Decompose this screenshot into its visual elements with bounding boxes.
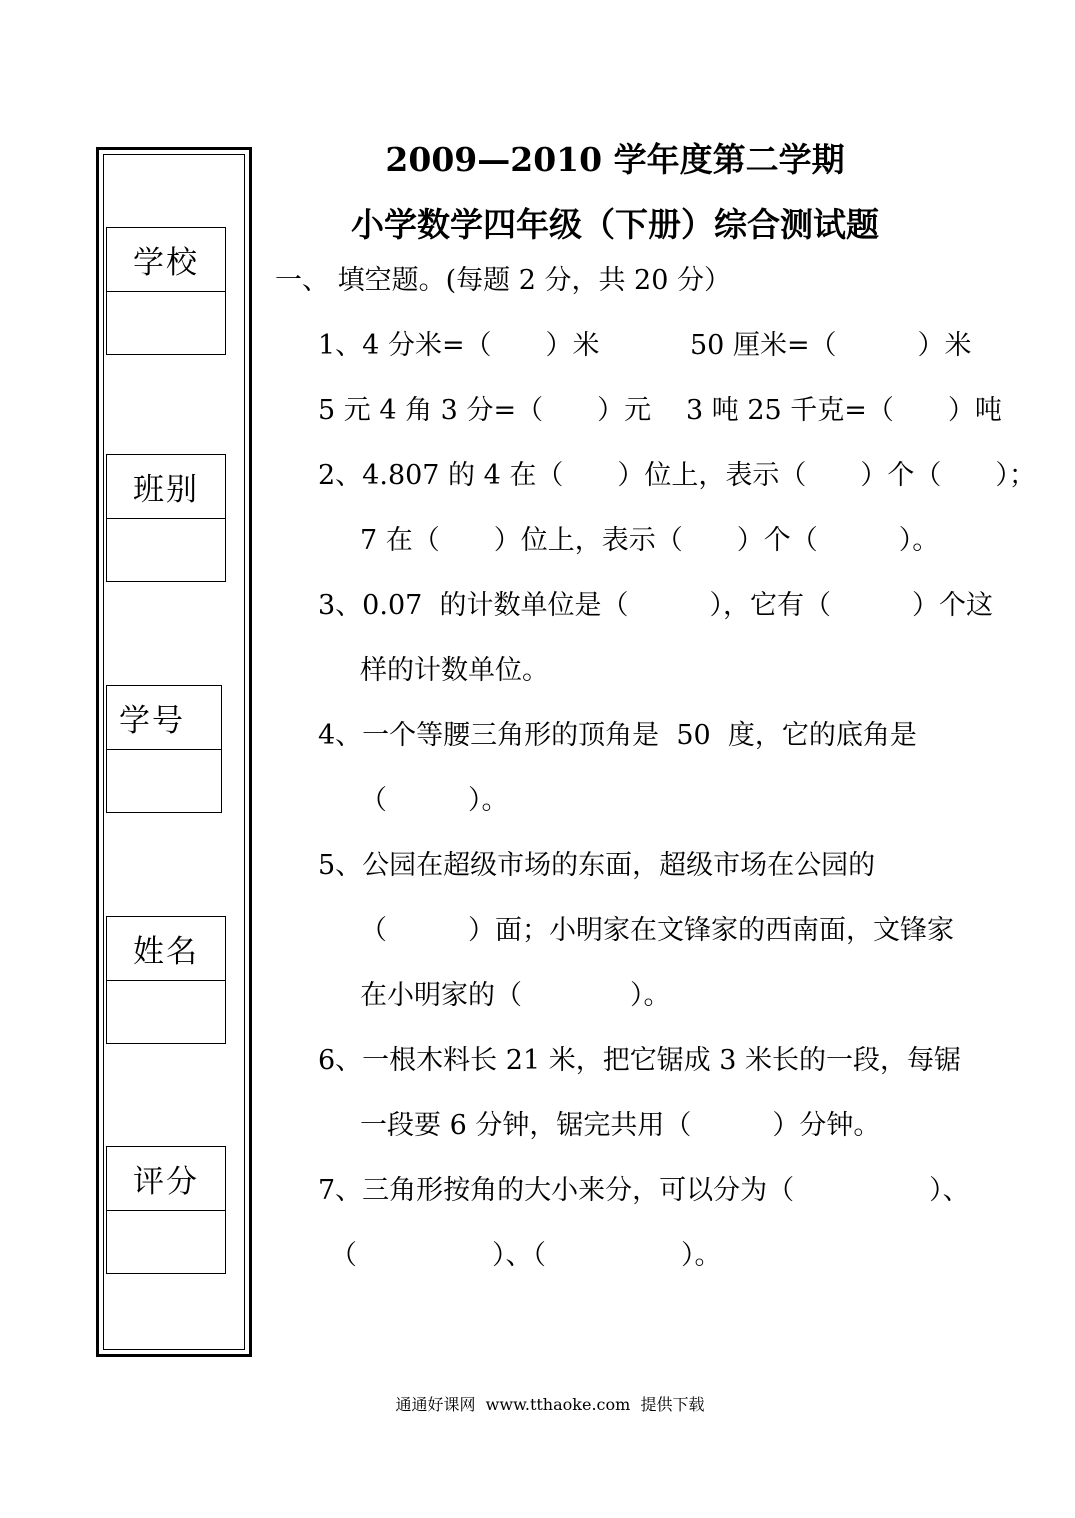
question-line: 5 元 4 角 3 分=（ ）元 [318, 395, 652, 426]
question-line: 7 在（ ）位上，表示（ ）个（ ）。 [360, 525, 940, 556]
exam-title: 小学数学四年级（下册）综合测试题 [351, 205, 879, 244]
name-field [106, 916, 226, 1044]
class-label: 班别 [107, 455, 225, 519]
question-line: 50 厘米=（ ）米 [690, 330, 972, 361]
question-line: （ ）。 [360, 785, 509, 816]
question-line: 2、4.807 的 4 在（ ）位上，表示（ ）个（ ）； [318, 460, 1036, 491]
class-value[interactable] [107, 519, 225, 581]
question-line: （ ）面；小明家在文锋家的西南面，文锋家 [360, 915, 954, 946]
school-value[interactable] [107, 292, 225, 354]
exam-term-title: 2009—2010 学年度第二学期 [385, 140, 845, 179]
school-label: 学校 [107, 228, 225, 292]
score-field [106, 1146, 226, 1274]
question-line: 一段要 6 分钟，锯完共用（ ）分钟。 [360, 1110, 881, 1141]
class-field [106, 454, 226, 582]
section-heading: 一、 填空题。(每题 2 分，共 20 分） [275, 265, 731, 296]
question-line: （ ）、（ ）。 [330, 1240, 722, 1271]
question-line: 6、一根木料长 21 米，把它锯成 3 米长的一段，每锯 [318, 1045, 962, 1076]
student-id-value[interactable] [107, 750, 221, 812]
question-line: 3、0.07 的计数单位是（ ），它有（ ）个这 [318, 590, 993, 621]
question-line: 在小明家的（ ）。 [360, 980, 671, 1011]
student-id-label: 学号 [107, 686, 221, 750]
question-line: 3 吨 25 千克=（ ）吨 [686, 395, 1002, 426]
student-id-field [106, 685, 222, 813]
question-line: 4、一个等腰三角形的顶角是 50 度，它的底角是 [318, 720, 917, 751]
footer-credit: 通通好课网 www.tthaoke.com 提供下载 [395, 1395, 705, 1414]
score-value[interactable] [107, 1211, 225, 1273]
school-field [106, 227, 226, 355]
score-label: 评分 [107, 1147, 225, 1211]
question-line: 5、公园在超级市场的东面，超级市场在公园的 [318, 850, 876, 881]
name-label: 姓名 [107, 917, 225, 981]
question-line: 样的计数单位。 [360, 655, 549, 686]
name-value[interactable] [107, 981, 225, 1043]
question-line: 7、三角形按角的大小来分，可以分为（ ）、 [318, 1175, 970, 1206]
question-line: 1、4 分米=（ ）米 [318, 330, 600, 361]
